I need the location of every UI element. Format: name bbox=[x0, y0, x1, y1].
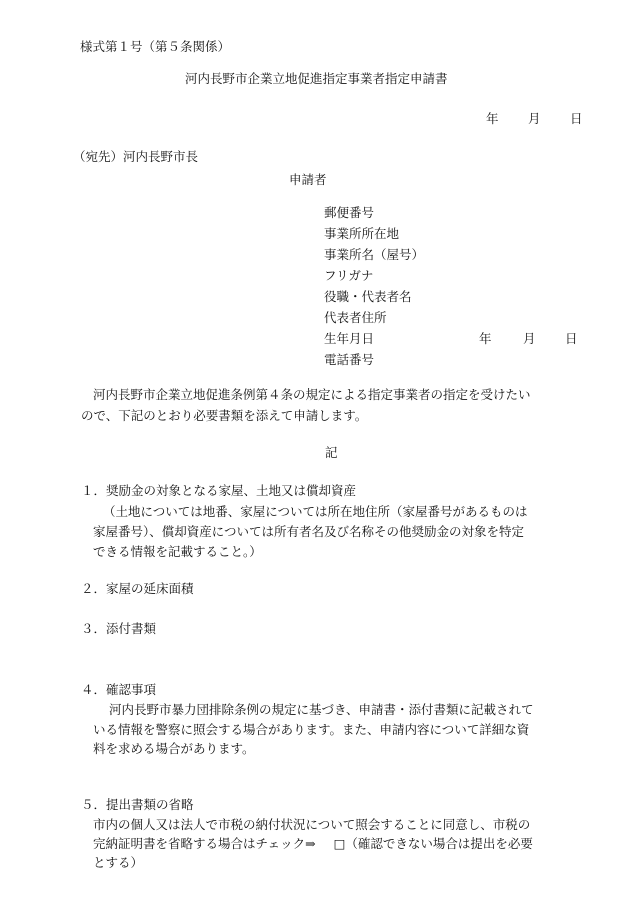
field-postal-code: 郵便番号 bbox=[324, 205, 375, 220]
date-year-label: 年 bbox=[486, 111, 499, 126]
field-office-address: 事業所所在地 bbox=[324, 226, 400, 241]
addressee: （宛先）河内長野市長 bbox=[73, 149, 199, 164]
item-5-heading: ５．提出書類の省略 bbox=[81, 797, 194, 812]
birth-month-label: 月 bbox=[523, 331, 536, 346]
intro-line: 河内長野市企業立地促進条例第４条の規定による指定事業者の指定を受けたい bbox=[93, 387, 531, 402]
item-5-body-line bbox=[93, 838, 533, 851]
document-title: 河内長野市企業立地促進指定事業者指定申請書 bbox=[185, 71, 448, 86]
omit-certificate-checkbox[interactable]: □ bbox=[333, 836, 346, 851]
birth-day-label: 日 bbox=[565, 331, 578, 346]
item-4-body-line: 料を求める場合があります。 bbox=[93, 741, 255, 756]
item-5-note-text: （確認できない場合は提出を必要 bbox=[345, 836, 533, 851]
applicant-label: 申請者 bbox=[289, 172, 327, 187]
item-5-body-line: 市内の個人又は法人で市税の納付状況について照会することに同意し、市税の bbox=[93, 817, 531, 832]
field-furigana: フリガナ bbox=[324, 268, 374, 283]
date-day-label: 日 bbox=[570, 111, 583, 126]
ki-heading: 記 bbox=[325, 445, 338, 460]
date-month-label: 月 bbox=[528, 111, 541, 126]
field-phone: 電話番号 bbox=[324, 352, 375, 367]
field-birth-date: 生年月日 bbox=[324, 331, 375, 346]
item-3-heading: ３．添付書類 bbox=[81, 621, 157, 636]
item-1-note-line: できる情報を記載すること。） bbox=[93, 544, 262, 559]
item-4-body-line: 河内長野市暴力団排除条例の規定に基づき、申請書・添付書類に記載されて bbox=[109, 702, 534, 717]
item-4-heading: ４．確認事項 bbox=[81, 682, 157, 697]
item-1-heading: １．奨励金の対象となる家屋、土地又は償却資産 bbox=[81, 483, 357, 498]
field-business-name: 事業所名（屋号） bbox=[324, 247, 425, 262]
item-4-body-line: いる情報を警察に照会する場合があります。また、申請内容について詳細な資 bbox=[93, 722, 530, 737]
field-representative-address: 代表者住所 bbox=[324, 310, 387, 325]
item-2-heading: ２．家屋の延床面積 bbox=[81, 581, 194, 596]
intro-line: ので、下記のとおり必要書類を添えて申請します。 bbox=[81, 408, 368, 423]
birth-year-label: 年 bbox=[479, 331, 492, 346]
item-1-note-line: （土地については地番、家屋については所在地住所（家屋番号があるものは bbox=[103, 504, 528, 519]
item-5-check-text: 完納証明書を省略する場合はチェック⇒ bbox=[93, 836, 316, 851]
form-number: 様式第１号（第５条関係） bbox=[80, 39, 231, 54]
field-representative: 役職・代表者名 bbox=[324, 289, 412, 304]
item-1-note-line: 家屋番号）、償却資産については所有者名及び名称その他奨励金の対象を特定 bbox=[93, 524, 525, 539]
item-5-body-line: とする） bbox=[93, 855, 144, 870]
